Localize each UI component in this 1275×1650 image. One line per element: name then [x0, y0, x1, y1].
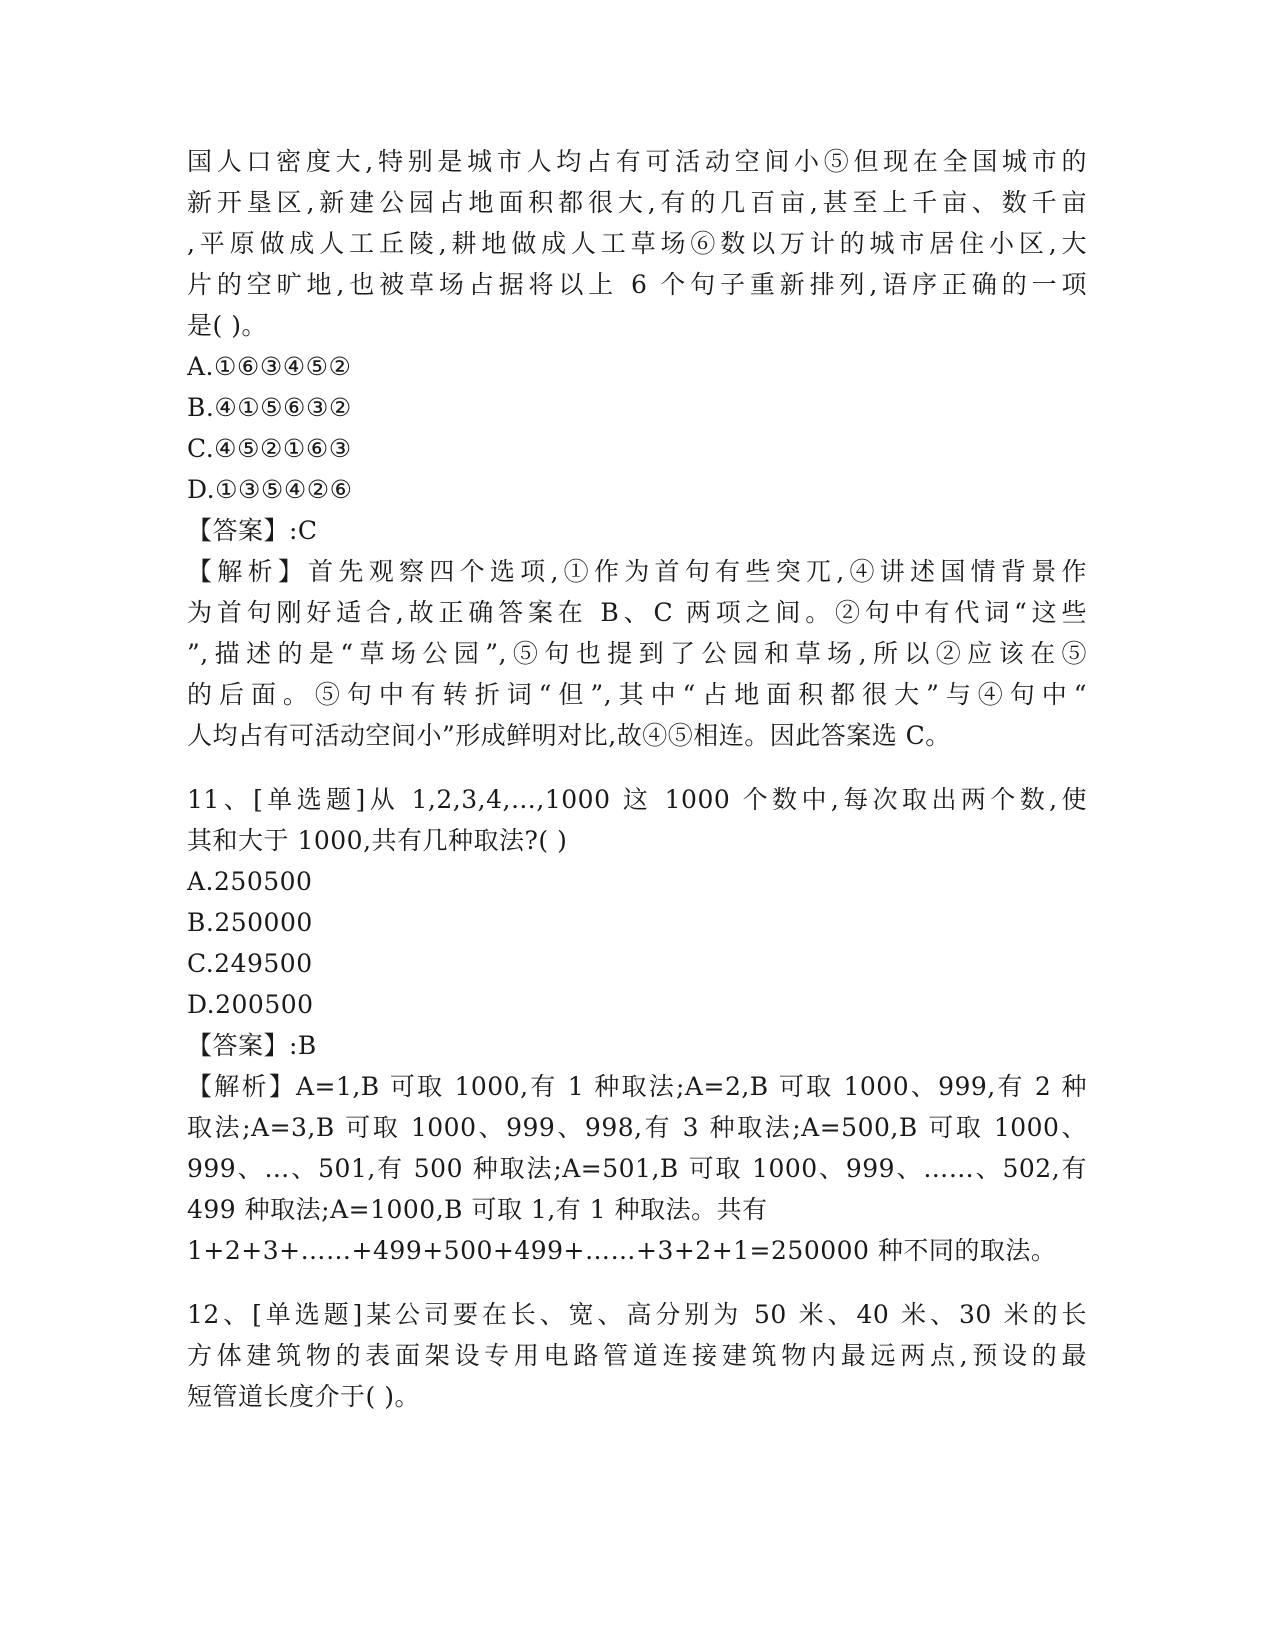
question-10-text-line: ,平原做成人工丘陵,耕地做成人工草场⑥数以万计的城市居住小区,大 [187, 229, 1087, 258]
question-10-text-line: 国人口密度大,特别是城市人均占有可活动空间小⑤但现在全国城市的 [187, 147, 1087, 176]
option-d: D.200500 [187, 990, 314, 1019]
analysis-line: ”,描述的是“草场公园”,⑤句也提到了公园和草场,所以②应该在⑤ [187, 639, 1087, 668]
analysis-line: 取法;A=3,B 可取 1000、999、998,有 3 种取法;A=500,B 可取 1000、 [187, 1113, 1087, 1142]
option-b: B.250000 [187, 908, 313, 937]
question-10-text-line: 新开垦区,新建公园占地面积都很大,有的几百亩,甚至上千亩、数千亩 [187, 188, 1087, 217]
question-11-text-line: 11、[单选题]从 1,2,3,4,…,1000 这 1000 个数中,每次取出两个数,使 [187, 785, 1087, 814]
analysis-line: 1+2+3+……+499+500+499+……+3+2+1=250000 种不同的取法。 [187, 1236, 1057, 1265]
answer-line: 【答案】:C [187, 516, 318, 545]
analysis-line: 499 种取法;A=1000,B 可取 1,有 1 种取法。共有 [187, 1195, 768, 1224]
option-a: A.①⑥③④⑤② [187, 352, 352, 381]
question-11-text-line: 其和大于 1000,共有几种取法?( ) [187, 826, 568, 855]
option-b: B.④①⑤⑥③② [187, 393, 352, 422]
analysis-line: 【解析】A=1,B 可取 1000,有 1 种取法;A=2,B 可取 1000、999,有 2 种 [187, 1072, 1087, 1101]
analysis-line: 【解析】首先观察四个选项,①作为首句有些突兀,④讲述国情背景作 [187, 557, 1087, 586]
question-12-text-line: 短管道长度介于( )。 [187, 1382, 420, 1411]
analysis-line: 人均占有可活动空间小”形成鲜明对比,故④⑤相连。因此答案选 C。 [187, 721, 951, 750]
question-12-text-line: 12、[单选题]某公司要在长、宽、高分别为 50 米、40 米、30 米的长 [187, 1300, 1087, 1329]
option-c: C.249500 [187, 949, 313, 978]
analysis-line: 为首句刚好适合,故正确答案在 B、C 两项之间。②句中有代词“这些 [187, 598, 1087, 627]
question-12-text-line: 方体建筑物的表面架设专用电路管道连接建筑物内最远两点,预设的最 [187, 1341, 1087, 1370]
analysis-line: 999、…、501,有 500 种取法;A=501,B 可取 1000、999、……、502,有 [187, 1154, 1087, 1183]
question-10-text-line: 片的空旷地,也被草场占据将以上 6 个句子重新排列,语序正确的一项 [187, 270, 1087, 299]
question-10-text-line: 是( )。 [187, 311, 267, 340]
option-d: D.①③⑤④②⑥ [187, 475, 353, 504]
analysis-line: 的后面。⑤句中有转折词“但”,其中“占地面积都很大”与④句中“ [187, 680, 1087, 709]
option-c: C.④⑤②①⑥③ [187, 434, 352, 463]
option-a: A.250500 [187, 867, 313, 896]
answer-line: 【答案】:B [187, 1031, 317, 1060]
